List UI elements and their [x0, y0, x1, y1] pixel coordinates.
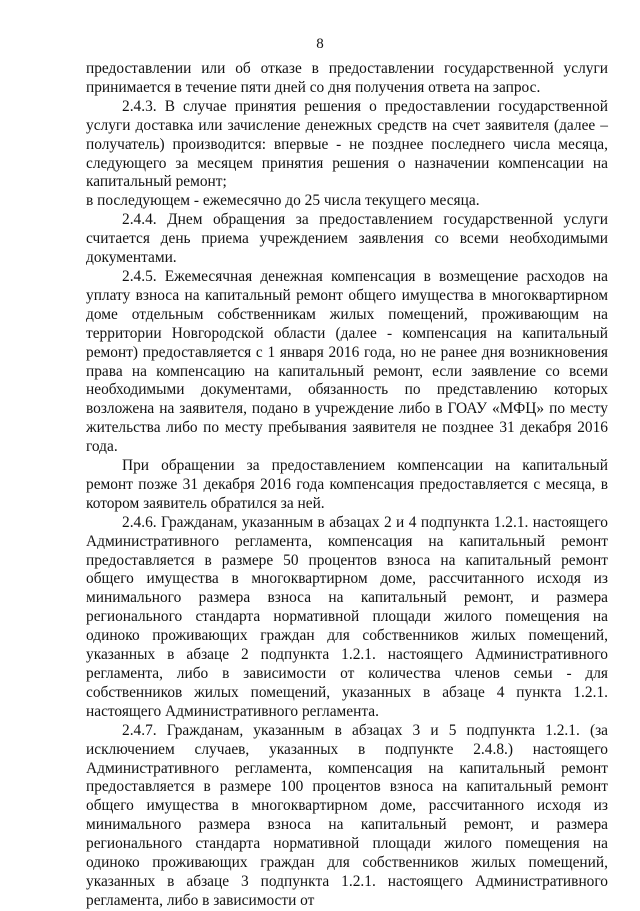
- paragraph-continuation: предоставлении или об отказе в предоставлении государственной услуги принимается в течение пяти дней со дня получения ответа на запрос.: [86, 60, 608, 96]
- paragraph-2-4-3: 2.4.3. В случае принятия решения о предоставлении государственной услуги доставка или зачисление денежных средств на счет заявителя (далее – получатель) производится: впервые - не позднее последнего числа месяца, следующего за месяцем принятия решения о назначении компенсации на капитальный ремонт;: [86, 97, 608, 191]
- paragraph-2-4-5: 2.4.5. Ежемесячная денежная компенсация в возмещение расходов на уплату взноса на капитальный ремонт общего имущества в многоквартирном доме отдельным собственникам жилых помещений, проживающим на территории Новгородской области (далее - компенсация на капитальный ремонт) предоставляется с 1 января 2016 года, но не ранее дня возникновения права на компенсацию на капитальный ремонт, если заявление со всеми необходимыми документами, обязанность по представлению которых возложена на заявителя, подано в учреждение либо в ГОАУ «МФЦ» по месту жительства либо по месту пребывания заявителя не позднее 31 декабря 2016 года.: [86, 267, 608, 456]
- paragraph-late-application: При обращении за предоставлением компенсации на капитальный ремонт позже 31 декабря 2016 года компенсация предоставляется с месяца, в котором заявитель обратился за ней.: [86, 457, 608, 512]
- page-number: 8: [316, 36, 324, 52]
- document-body: [86, 60, 608, 911]
- paragraph-2-4-3-tail: в последующем - ежемесячно до 25 числа текущего месяца.: [86, 192, 480, 210]
- paragraph-2-4-7: 2.4.7. Гражданам, указанным в абзацах 3 и 5 подпункта 1.2.1. (за исключением случаев, указанных в подпункте 2.4.8.) настоящего Административного регламента, компенсация на капитальный ремонт предоставляется в размере 100 процентов взноса на капитальный ремонт общего имущества в многоквартирном доме, рассчитанного исходя из минимального размера взноса на капитальный ремонт, и размера регионального стандарта нормативной площади жилого помещения на одиноко проживающих граждан для собственников жилых помещений, указанных в абзаце 3 подпункта 1.2.1. настоящего Административного регламента, либо в зависимости от: [86, 721, 608, 909]
- paragraph-2-4-4: 2.4.4. Днем обращения за предоставлением государственной услуги считается день приема учреждением заявления со всеми необходимыми документами.: [86, 211, 608, 267]
- paragraph-2-4-6: 2.4.6. Гражданам, указанным в абзацах 2 и 4 подпункта 1.2.1. настоящего Административного регламента, компенсация на капитальный ремонт предоставляется в размере 50 процентов взноса на капитальный ремонт общего имущества в многоквартирном доме, рассчитанного исходя из минимального размера взноса на капитальный ремонт, и размера регионального стандарта нормативной площади жилого помещения на одиноко проживающих граждан для собственников жилых помещений, указанных в абзаце 2 подпункта 1.2.1. настоящего Административного регламента, либо в зависимости от количества членов семьи - для собственников жилых помещений, указанных в абзаце 4 пункта 1.2.1. настоящего Административного регламента.: [86, 513, 608, 720]
